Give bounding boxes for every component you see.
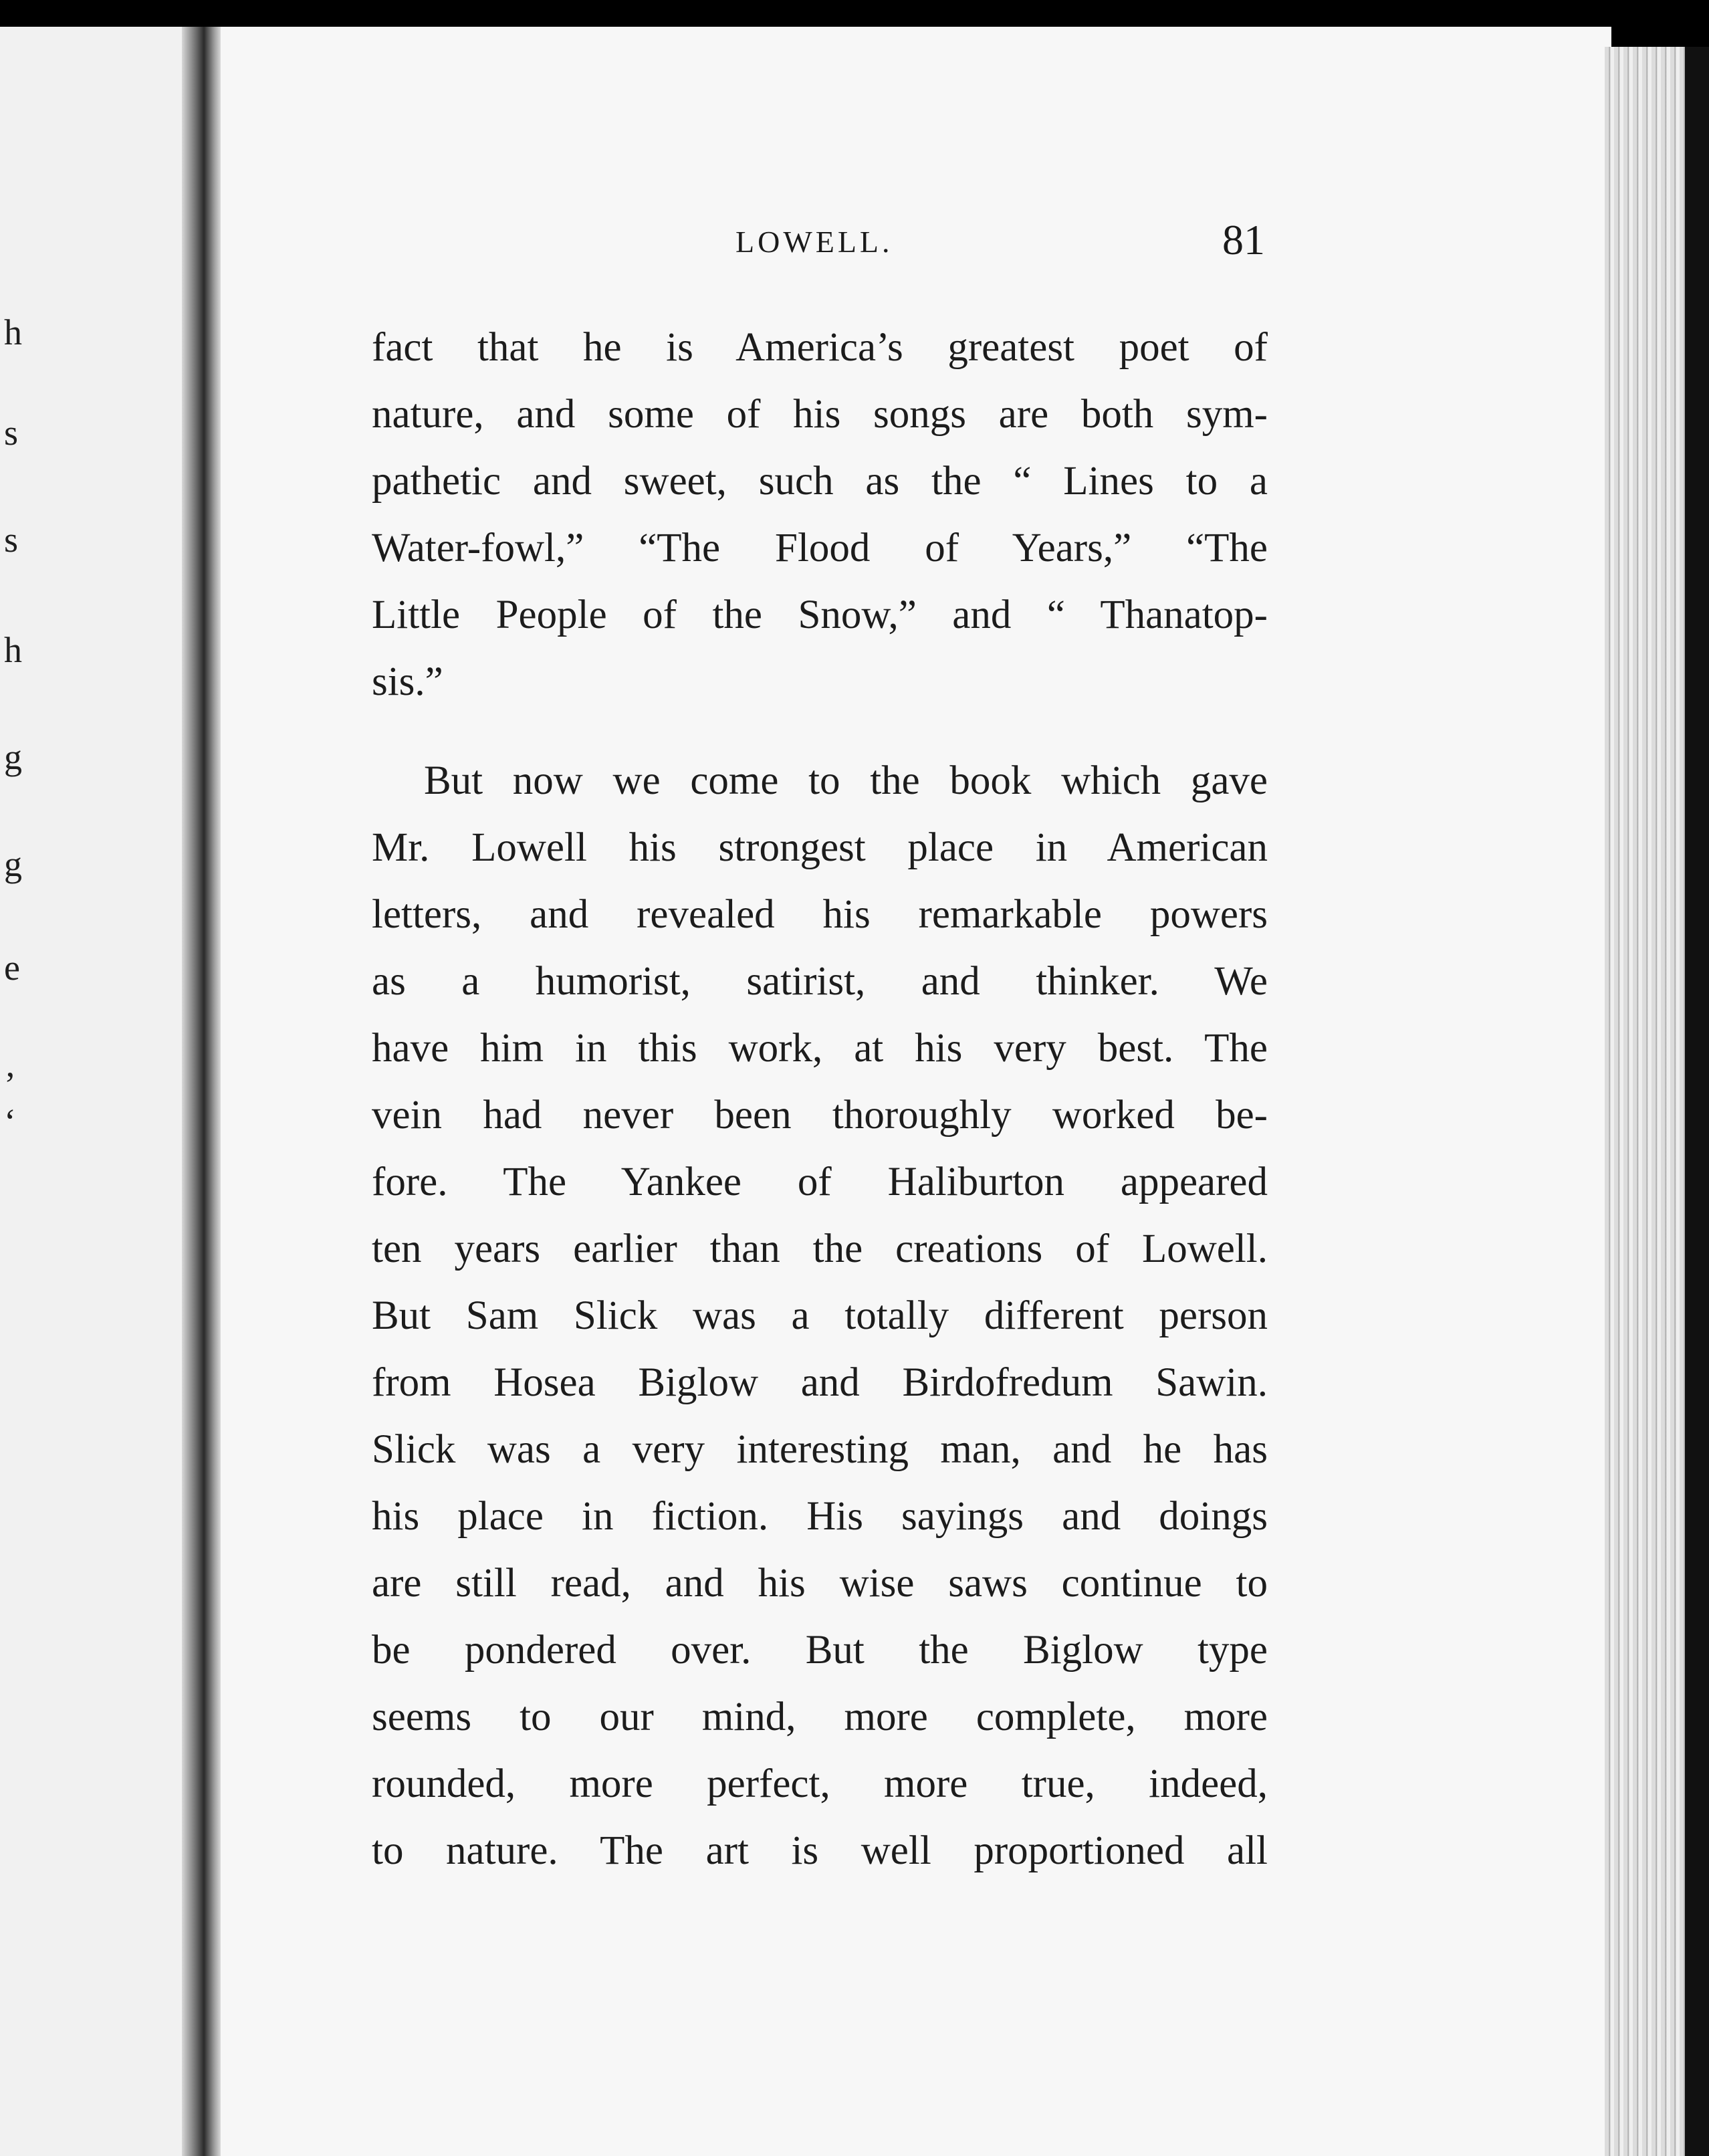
text-line: But Sam Slick was a totally different person [372, 1293, 1268, 1338]
text-line: sis.” [372, 659, 443, 704]
text-line: letters, and revealed his remarkable powers [372, 892, 1268, 937]
text-line: be pondered over. But the Biglow type [372, 1628, 1268, 1673]
text-line: have him in this work, at his very best. The [372, 1026, 1268, 1071]
facing-page-left [0, 27, 201, 2156]
text-line: Slick was a very interesting man, and he has [372, 1427, 1268, 1472]
fragment-glyph: s [4, 413, 19, 453]
fragment-glyph: s [4, 520, 19, 560]
text-line: vein had never been thoroughly worked be- [372, 1093, 1268, 1138]
facing-page-text-fragments [0, 0, 27, 2156]
paragraph [372, 314, 1268, 716]
fragment-glyph: ’ [4, 1065, 16, 1105]
text-line: fact that he is America’s greatest poet of [372, 325, 1268, 370]
text-line: Little People of the Snow,” and “ Thanatop- [372, 592, 1268, 637]
text-line: But now we come to the book which gave [424, 758, 1268, 803]
text-line: nature, and some of his songs are both sym- [372, 392, 1268, 437]
paragraph-spacing [372, 716, 1268, 748]
text-line: pathetic and sweet, such as the “ Lines to a [372, 459, 1268, 504]
fragment-glyph: ‘ [4, 1101, 16, 1142]
fragment-glyph: h [4, 630, 22, 670]
text-line: to nature. The art is well proportioned all [372, 1828, 1268, 1873]
text-line: rounded, more perfect, more true, indeed, [372, 1761, 1268, 1806]
page-edges [1605, 47, 1685, 2156]
text-line: are still read, and his wise saws continue to [372, 1561, 1268, 1606]
fragment-glyph: h [4, 312, 22, 352]
text-line: from Hosea Biglow and Birdofredum Sawin. [372, 1360, 1268, 1405]
text-line: fore. The Yankee of Haliburton appeared [372, 1160, 1268, 1204]
body-text [372, 314, 1268, 1884]
text-line: Water-fowl,” “The Flood of Years,” “The [372, 526, 1268, 570]
paragraph [372, 748, 1268, 1884]
book-gutter [182, 27, 222, 2156]
fragment-glyph: e [4, 948, 20, 988]
text-line: ten years earlier than the creations of Lowell. [372, 1226, 1268, 1271]
text-line: his place in fiction. His sayings and doings [372, 1494, 1268, 1539]
text-line: seems to our mind, more complete, more [372, 1695, 1268, 1739]
running-head: LOWELL. [735, 225, 893, 259]
page-number: 81 [1222, 216, 1265, 263]
text-line: Mr. Lowell his strongest place in American [372, 825, 1268, 870]
text-line: as a humorist, satirist, and thinker. We [372, 959, 1268, 1004]
fragment-glyph: g [4, 844, 22, 884]
fragment-glyph: g [4, 737, 22, 777]
